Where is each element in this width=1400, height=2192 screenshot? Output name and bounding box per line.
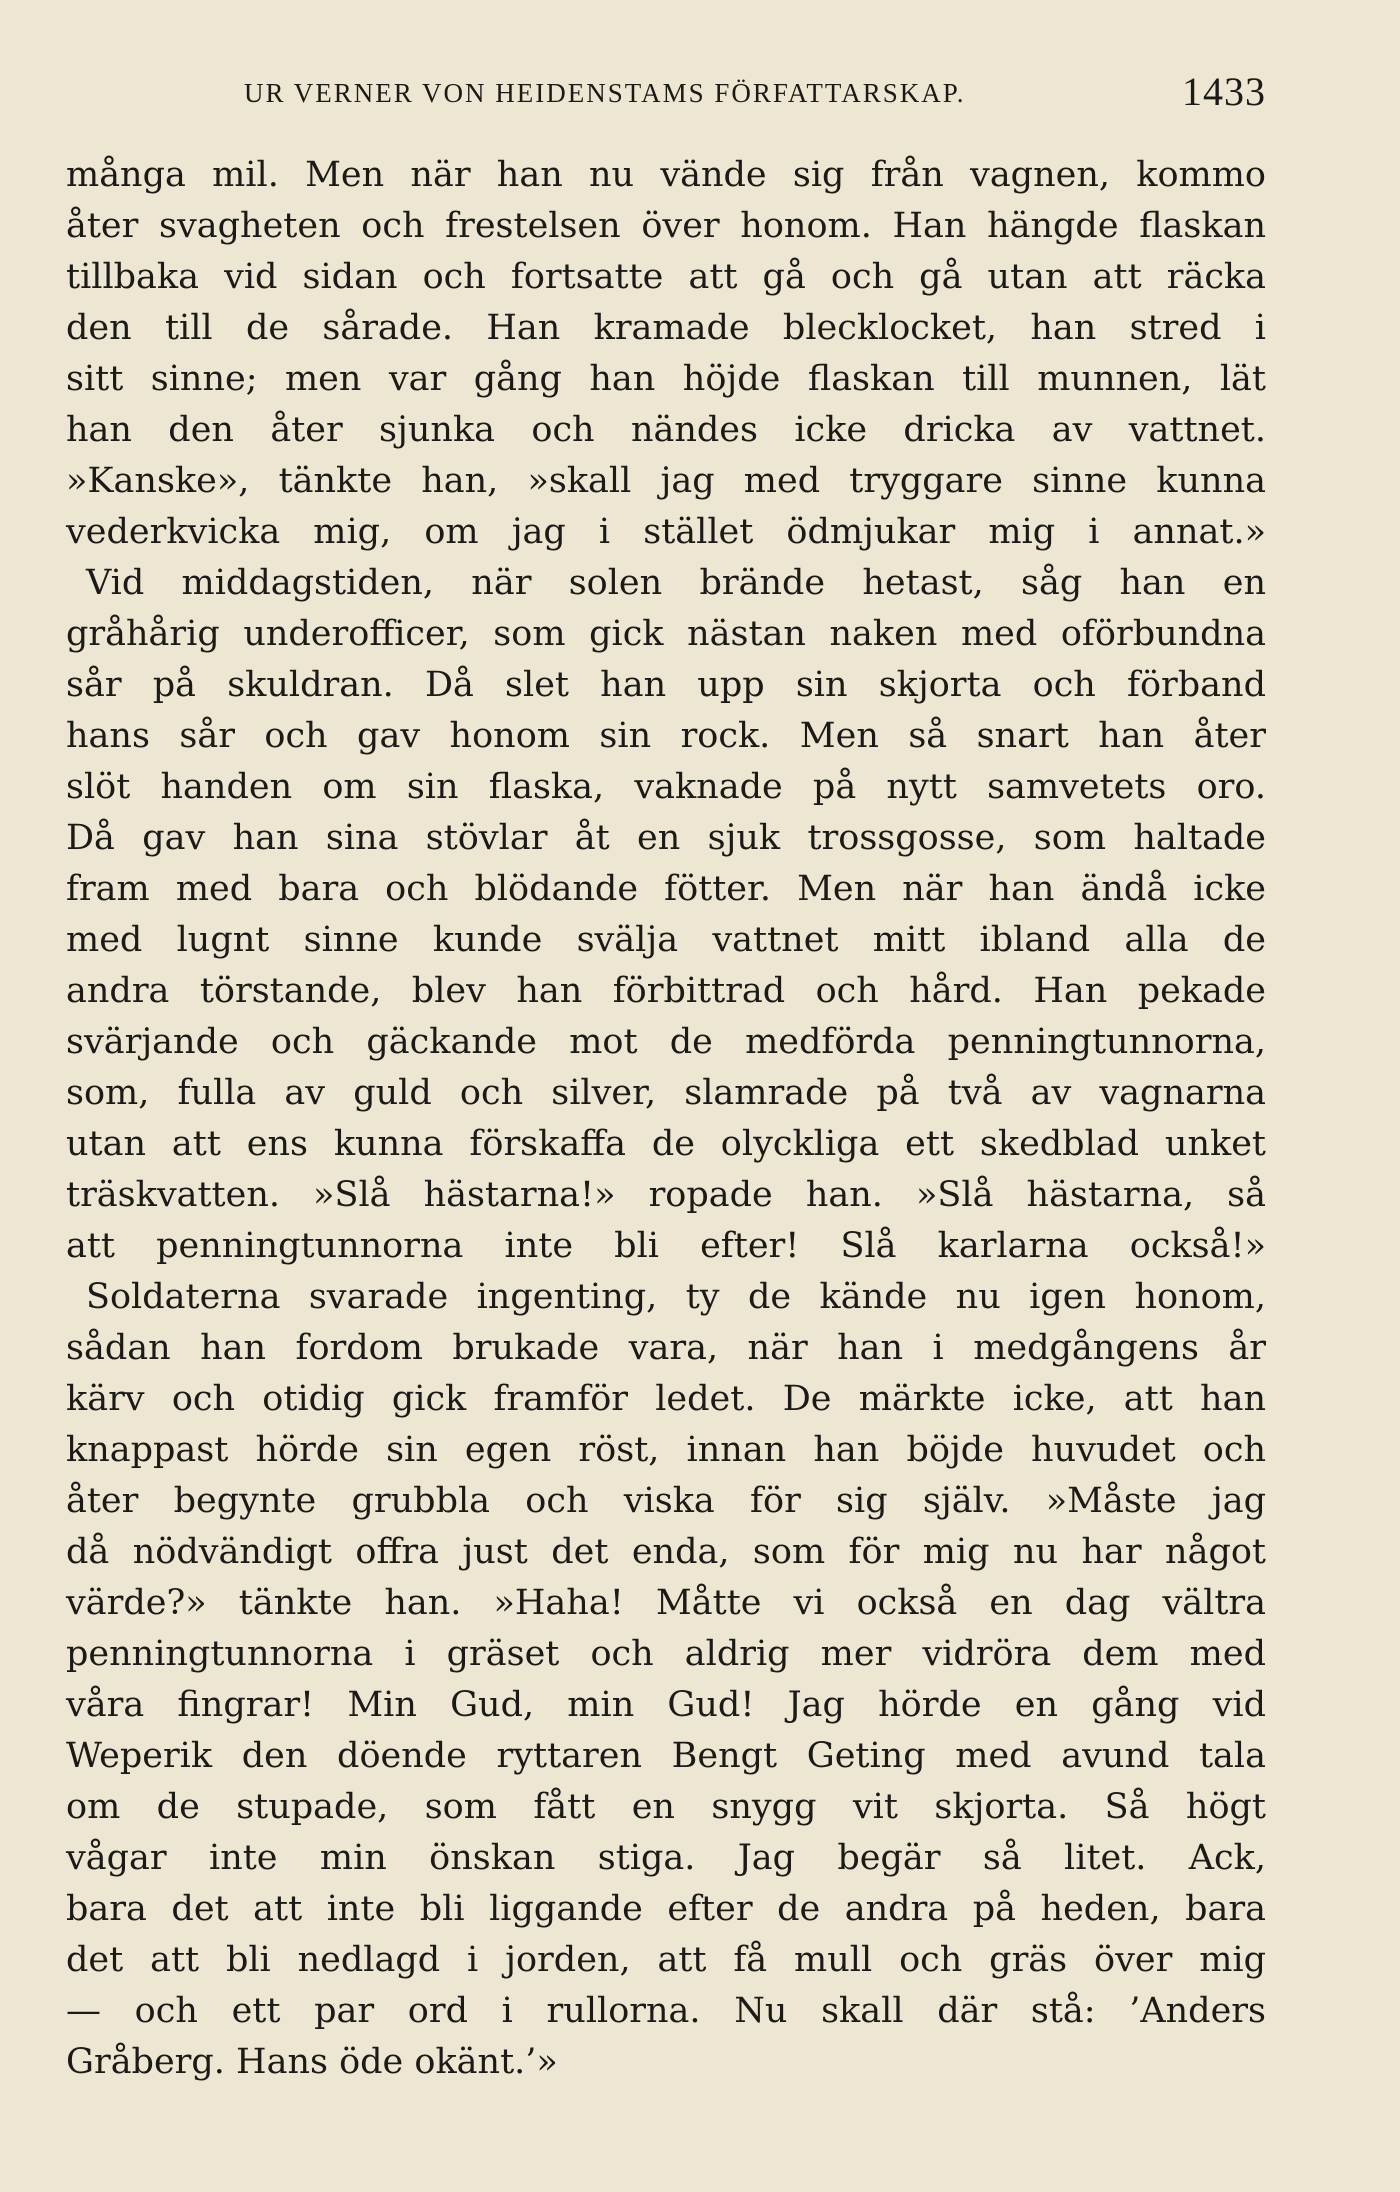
text-line: Weperik den döende ryttaren Bengt Geting med avund tala xyxy=(66,1736,1266,1776)
text-line: åter svagheten och frestelsen över honom. Han hängde flaskan xyxy=(66,206,1266,246)
text-line: han den åter sjunka och nändes icke dricka av vattnet. xyxy=(66,410,1266,450)
text-line: Soldaterna svarade ingenting, ty de kände nu igen honom, xyxy=(86,1277,1266,1317)
text-line: sitt sinne; men var gång han höjde flaskan till munnen, lät xyxy=(66,359,1266,399)
text-line: Då gav han sina stövlar åt en sjuk trossgosse, som haltade xyxy=(66,818,1266,858)
body-text xyxy=(66,150,1266,2088)
text-line: tillbaka vid sidan och fortsatte att gå och gå utan att räcka xyxy=(66,257,1266,297)
text-line: gråhårig underofficer, som gick nästan naken med oförbundna xyxy=(66,614,1266,654)
page-number: 1433 xyxy=(1182,69,1266,114)
text-line: andra törstande, blev han förbittrad och hård. Han pekade xyxy=(66,971,1266,1011)
text-line: att penningtunnorna inte bli efter! Slå karlarna också!» xyxy=(66,1226,1266,1266)
text-line: fram med bara och blödande fötter. Men när han ändå icke xyxy=(66,869,1266,909)
text-line: vederkvicka mig, om jag i stället ödmjukar mig i annat.» xyxy=(66,512,1266,552)
text-line: sådan han fordom brukade vara, när han i medgångens år xyxy=(66,1328,1266,1368)
text-line: svärjande och gäckande mot de medförda penningtunnorna, xyxy=(66,1022,1266,1062)
text-line: Gråberg. Hans öde okänt.’» xyxy=(66,2042,558,2082)
text-line: knappast hörde sin egen röst, innan han böjde huvudet och xyxy=(66,1430,1266,1470)
text-line: — och ett par ord i rullorna. Nu skall där stå: ’Anders xyxy=(66,1991,1266,2031)
text-line: då nödvändigt offra just det enda, som för mig nu har något xyxy=(66,1532,1266,1572)
text-line: slöt handen om sin flaska, vaknade på nytt samvetets oro. xyxy=(66,767,1266,807)
text-line: hans sår och gav honom sin rock. Men så snart han åter xyxy=(66,716,1266,756)
text-line: med lugnt sinne kunde svälja vattnet mitt ibland alla de xyxy=(66,920,1266,960)
text-line: sår på skuldran. Då slet han upp sin skjorta och förband xyxy=(66,665,1266,705)
text-line: utan att ens kunna förskaffa de olyckliga ett skedblad unket xyxy=(66,1124,1266,1164)
text-line: som, fulla av guld och silver, slamrade på två av vagnarna xyxy=(66,1073,1266,1113)
text-line: »Kanske», tänkte han, »skall jag med tryggare sinne kunna xyxy=(66,461,1266,501)
text-line: penningtunnorna i gräset och aldrig mer vidröra dem med xyxy=(66,1634,1266,1674)
running-title: UR VERNER VON HEIDENSTAMS FÖRFATTARSKAP. xyxy=(244,78,966,108)
text-line: bara det att inte bli liggande efter de andra på heden, bara xyxy=(66,1889,1266,1929)
text-line: vågar inte min önskan stiga. Jag begär så litet. Ack, xyxy=(66,1838,1266,1878)
running-header xyxy=(66,68,1266,116)
text-line: åter begynte grubbla och viska för sig själv. »Måste jag xyxy=(66,1481,1266,1521)
text-line: träskvatten. »Slå hästarna!» ropade han. »Slå hästarna, så xyxy=(66,1175,1266,1215)
text-line: Vid middagstiden, när solen brände hetast, såg han en xyxy=(86,563,1266,603)
text-line: om de stupade, som fått en snygg vit skjorta. Så högt xyxy=(66,1787,1266,1827)
text-line: den till de sårade. Han kramade blecklocket, han stred i xyxy=(66,308,1266,348)
text-line: värde?» tänkte han. »Haha! Måtte vi också en dag vältra xyxy=(66,1583,1266,1623)
text-line: många mil. Men när han nu vände sig från vagnen, kommo xyxy=(66,155,1266,195)
text-line: våra fingrar! Min Gud, min Gud! Jag hörde en gång vid xyxy=(66,1685,1266,1725)
text-line: det att bli nedlagd i jorden, att få mull och gräs över mig xyxy=(66,1940,1266,1980)
text-line: kärv och otidig gick framför ledet. De märkte icke, att han xyxy=(66,1379,1266,1419)
